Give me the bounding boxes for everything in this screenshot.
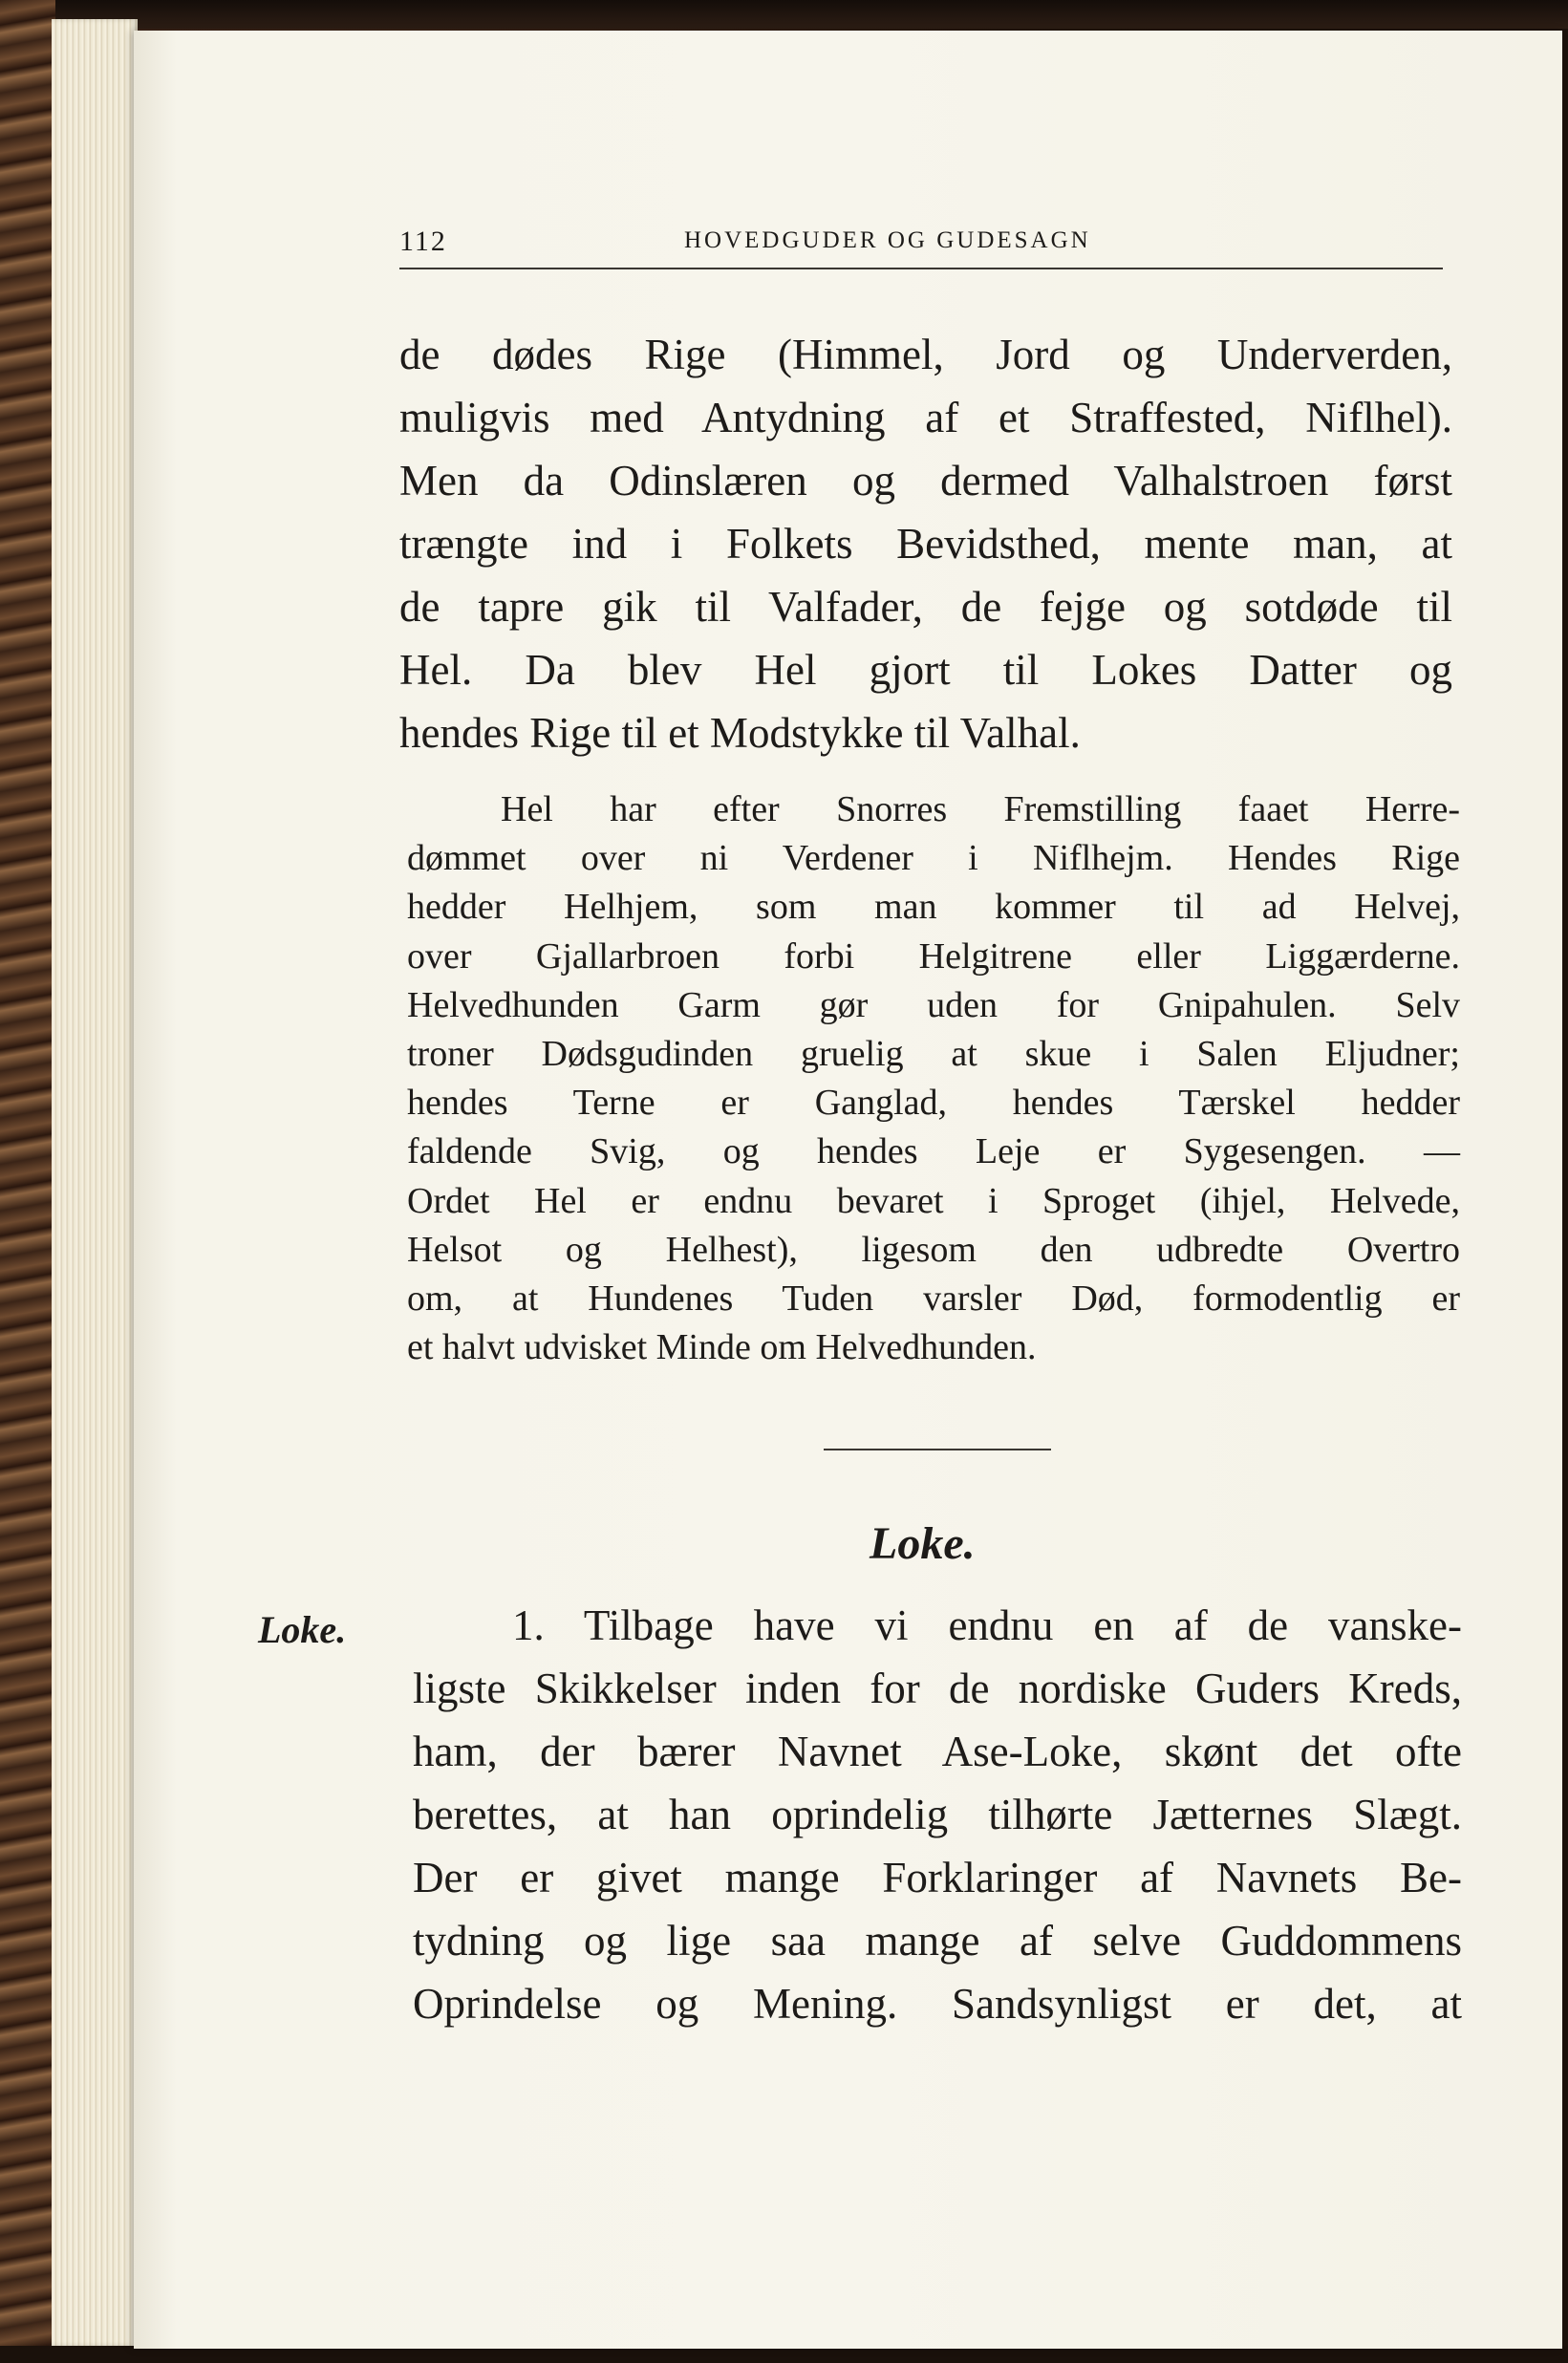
paragraph-3: [413, 1594, 1462, 2035]
text-line: Oprindelse og Mening. Sandsynligst er det, at: [413, 1980, 1462, 2028]
paragraph-1: [399, 323, 1452, 764]
text-line: muligvis med Antydning af et Straffested, Niflhel).: [399, 394, 1452, 441]
text-line: trængte ind i Folkets Bevidsthed, mente man, at: [399, 520, 1452, 568]
text-line: Hel har efter Snorres Fremstilling faaet Herre-: [501, 789, 1460, 829]
section-divider: [824, 1449, 1051, 1450]
text-line: Ordet Hel er endnu bevaret i Sproget (ihjel, Helvede,: [407, 1180, 1460, 1221]
text-line: Men da Odinslæren og dermed Valhalstroen først: [399, 457, 1452, 505]
text-line: over Gjallarbroen forbi Helgitrene eller Liggærderne.: [407, 935, 1460, 977]
running-title: HOVEDGUDER OG GUDESAGN: [684, 227, 1091, 253]
text-line: hedder Helhjem, som man kommer til ad Helvej,: [407, 887, 1460, 928]
text-line: 1. Tilbage have vi endnu en af de vanske-: [512, 1601, 1462, 1649]
text-line: Hel. Da blev Hel gjort til Lokes Datter og: [399, 646, 1452, 694]
stacked-page-edges: [52, 19, 138, 2346]
section-title: Loke.: [870, 1518, 976, 1569]
text-line: om, at Hundenes Tuden varsler Død, formodentlig er: [407, 1278, 1460, 1320]
running-head: [399, 226, 1443, 269]
text-line: hendes Rige til et Modstykke til Valhal.: [399, 709, 1081, 757]
text-line: ham, der bærer Navnet Ase-Loke, skønt det ofte: [413, 1728, 1462, 1775]
page-number: 112: [399, 226, 447, 257]
text-line: Helvedhunden Garm gør uden for Gnipahulen. Selv: [407, 984, 1460, 1025]
text-line: dømmet over ni Verdener i Niflhejm. Hendes Rige: [407, 838, 1460, 879]
marbled-book-cover: [0, 0, 55, 2363]
text-line: troner Dødsgudinden gruelig at skue i Salen Eljudner;: [407, 1034, 1460, 1075]
text-line: faldende Svig, og hendes Leje er Sygesengen. —: [407, 1131, 1460, 1172]
text-line: Der er givet mange Forklaringer af Navnets Be-: [413, 1854, 1462, 1901]
scan-top-edge: [0, 0, 1568, 29]
text-line: ligste Skikkelser inden for de nordiske Guders Kreds,: [413, 1665, 1462, 1712]
text-line: Helsot og Helhest), ligesom den udbredte Overtro: [407, 1229, 1460, 1270]
paragraph-2: [407, 785, 1460, 1372]
text-line: tydning og lige saa mange af selve Guddommens: [413, 1917, 1462, 1965]
text-line: hendes Terne er Ganglad, hendes Tærskel hedder: [407, 1083, 1460, 1124]
text-line: berettes, at han oprindelig tilhørte Jætternes Slægt.: [413, 1791, 1462, 1838]
margin-note: Loke.: [258, 1608, 347, 1651]
text-line: et halvt udvisket Minde om Helvedhunden.: [407, 1327, 1037, 1368]
text-line: de dødes Rige (Himmel, Jord og Underverden,: [399, 331, 1452, 378]
text-line: de tapre gik til Valfader, de fejge og sotdøde til: [399, 583, 1452, 631]
